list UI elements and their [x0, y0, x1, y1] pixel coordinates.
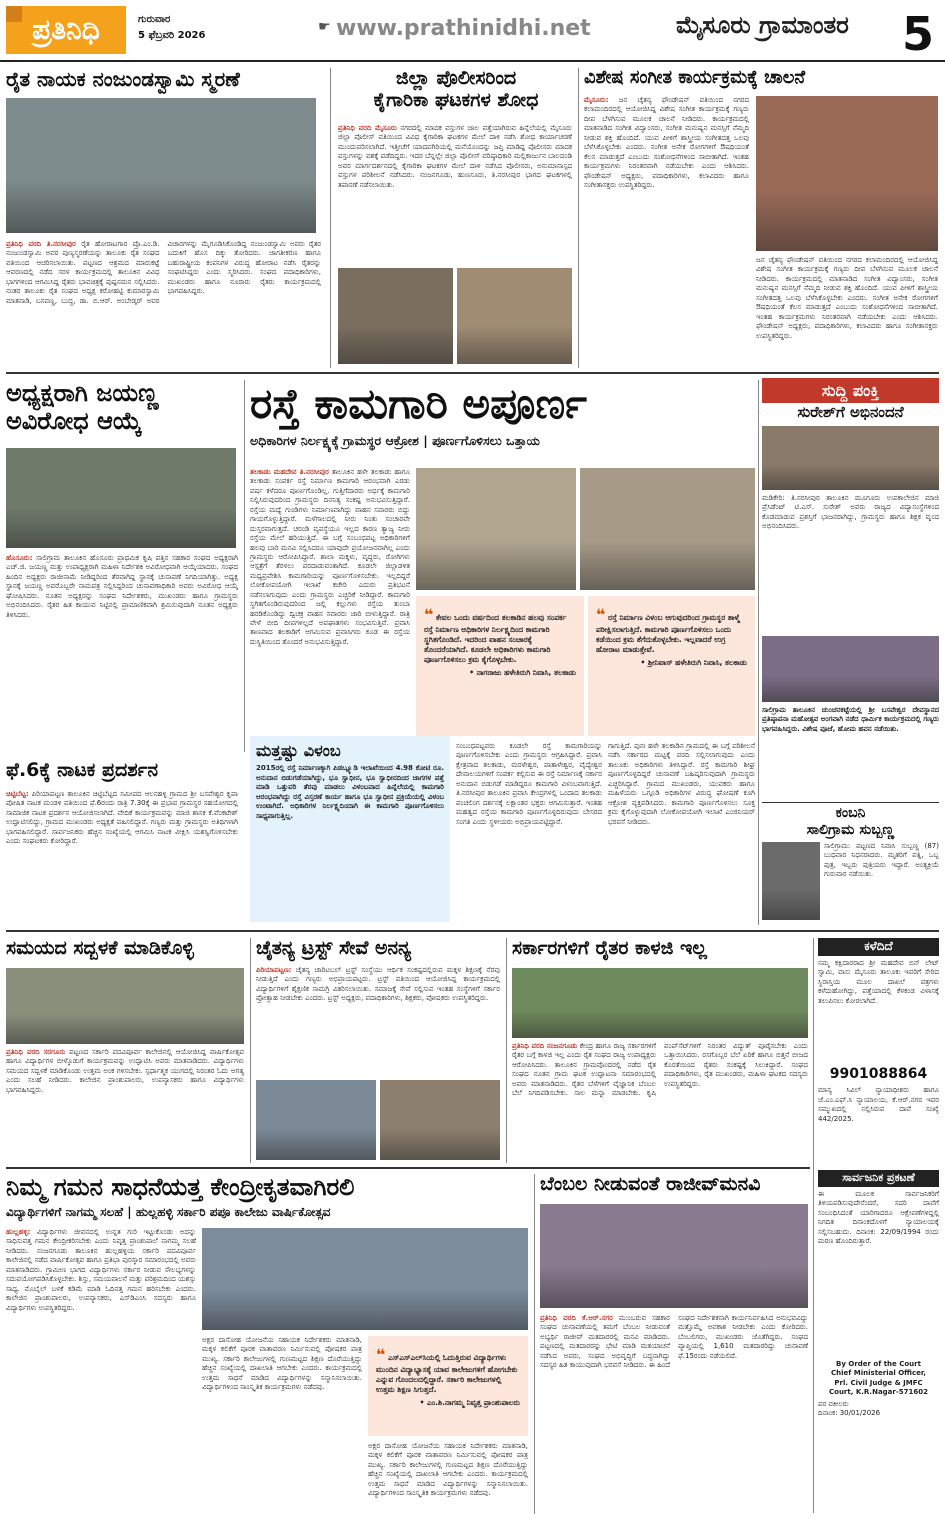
story-farmers-concern	[512, 938, 810, 1163]
box-headline: ಮತ್ತಷ್ಟು ವಿಳಂಬ	[256, 741, 341, 760]
byline: ಪ್ರತಿನಿಧಿ ವರದಿ ಮೈಸೂರು	[338, 124, 397, 132]
public-notice-body: ಈ ಮೂಲಕ ಸಾರ್ವಜನಿಕರಿಗೆ ತಿಳಿಯಪಡಿಸುವುದೇನೆಂದರೆ, ಸದರಿ ದಾವೆಗೆ ಸಂಬಂಧಿಸಿದಂತೆ ಯಾರಿಗಾದರೂ ಆಕ್ಷೇಪಣೆಗಳಿದ್ದಲ್ಲಿ ನಿಗದಿತ ದಿನಾಂಕದೊಳಗೆ ನ್ಯಾಯಾಲಯಕ್ಕೆ ಸಲ್ಲಿಸಬಹುದು. ದಿನಾಂಕ: 22/09/1994 ರಂದು ಮರಣ ಹೊಂದಿರುತ್ತಾರೆ.	[818, 1189, 939, 1246]
headline: ಸಮಯದ ಸದ್ಬಳಕೆ ಮಾಡಿಕೊಳ್ಳಿ	[6, 938, 194, 959]
notice-date: ದಿನಾಂಕ: 30/01/2026	[818, 1409, 881, 1418]
story-body	[584, 96, 749, 364]
story-chaitanya-trust	[256, 938, 502, 1163]
story-text: ಕೇಂದ್ರ ಹಾಗೂ ರಾಜ್ಯ ಸರ್ಕಾರಗಳಿಗೆ ರೈತರ ಬಗ್ಗೆ ಕಾಳಜಿ ಇಲ್ಲ ಎಂದು ರೈತ ಸಂಘದ ರಾಜ್ಯ ಉಪಾಧ್ಯಕ್ಷರು ಆರೋಪಿಸಿದರು. ತಾಲೂಕಿನ ಗ್ರಾಮವೊಂದರಲ್ಲಿ ನಡೆದ ರೈತ ಸಂಘದ ನೂತನ ಗ್ರಾಮ ಘಟಕ ಉದ್ಘಾಟನಾ ಸಮಾರಂಭದಲ್ಲಿ ಅವರು ಮಾತನಾಡಿದರು. ರೈತರ ಬೆಳೆಗಳಿಗೆ ವೈಜ್ಞಾನಿಕ ಬೆಂಬಲ ಬೆಲೆ ನಿಗದಿಪಡಿಸಬೇಕು. ಸಾಲ ಮನ್ನಾ ಮಾಡಬೇಕು. ಕೃಷಿ ಪಂಪ್‌ಸೆಟ್‌ಗಳಿಗೆ ನಿರಂತರ ವಿದ್ಯುತ್ ಪೂರೈಸಬೇಕು ಎಂದು ಒತ್ತಾಯಿಸಿದರು. ರಸಗೊಬ್ಬರ ಬೆಲೆ ಏರಿಕೆ ಹಾಗೂ ಬಿತ್ತನೆ ಬೀಜದ ಕೊರತೆಯಿಂದ ರೈತರು ಸಂಕಷ್ಟಕ್ಕೆ ಸಿಲುಕಿದ್ದಾರೆ. ಸಂಘದ ಪದಾಧಿಕಾರಿಗಳು, ರೈತ ಮುಖಂಡರು, ಮಹಿಳಾ ಘಟಕದ ಸದಸ್ಯರು ಉಪಸ್ಥಿತರಿದ್ದರು.	[512, 1042, 808, 1098]
photo-felicitation	[762, 426, 939, 490]
story-body	[6, 240, 321, 365]
story-body-cont: ಜನ ಚೈತನ್ಯ ಫೌಂಡೇಷನ್ ವತಿಯಿಂದ ನಗರದ ಕಲಾಮಂದಿರದಲ್ಲಿ ಆಯೋಜಿಸಿದ್ದ ವಿಶೇಷ ಸಂಗೀತ ಕಾರ್ಯಕ್ರಮಕ್ಕೆ ಗಣ್ಯರು ದೀಪ ಬೆಳಗಿಸುವ ಮೂಲಕ ಚಾಲನೆ ನೀಡಿದರು. ಕಾರ್ಯಕ್ರಮದಲ್ಲಿ ಮಾತನಾಡಿದ ಸಂಗೀತ ವಿದ್ವಾಂಸರು, ಸಂಗೀತ ಮನುಷ್ಯನ ಮನಸ್ಸಿಗೆ ನೆಮ್ಮದಿ ನೀಡುವ ಶಕ್ತಿ ಹೊಂದಿದೆ. ಯುವ ಪೀಳಿಗೆ ಶಾಸ್ತ್ರೀಯ ಸಂಗೀತದತ್ತ ಒಲವು ಬೆಳೆಸಿಕೊಳ್ಳಬೇಕು ಎಂದರು. ಸಂಗೀತ ಅನೇಕ ರೋಗಗಳಿಗೆ ಔಷಧಿಯಂತೆ ಕೆಲಸ ಮಾಡುತ್ತದೆ ಎಂಬುದು ಸಂಶೋಧನೆಗಳಿಂದ ಸಾಬೀತಾಗಿದೆ. ಇಂತಹ ಕಾರ್ಯಕ್ರಮಗಳು ನಿರಂತರವಾಗಿ ನಡೆಯಬೇಕು ಎಂದು ಆಶಿಸಿದರು. ಫೌಂಡೇಷನ್ ಅಧ್ಯಕ್ಷರು, ಪದಾಧಿಕಾರಿಗಳು, ಕಲಾವಿದರು ಹಾಗೂ ಸಂಗೀತಾಸಕ್ತರು ಉಪಸ್ಥಿತರಿದ್ದರು.	[756, 256, 938, 340]
story-time-management	[6, 938, 246, 1163]
story-body	[6, 554, 238, 749]
byline: ತಲಕಾಡು ಮಹದೇವ ತಿ.ನರಸೀಪುರ	[250, 468, 329, 476]
quote-box-3	[368, 1336, 528, 1436]
advocate-line: ಪರ ವಕೀಲರು	[818, 1399, 849, 1408]
headline: ರೈತ ನಾಯಕ ನಂಜುಂಡಸ್ವಾಮಿ ಸ್ಮರಣೆ	[6, 68, 240, 91]
column-divider	[506, 938, 507, 1163]
column-divider	[758, 380, 759, 925]
court-signoff-2: Chief Ministerial Officer,	[831, 1369, 926, 1378]
sidebar-section-label: ಸುದ್ದಿ ಪಂಕ್ತಿ	[762, 378, 939, 403]
story-body	[6, 790, 238, 924]
byline: ಪ್ರತಿನಿಧಿ ವರದಿ ತಿ.ನರಸೀಪುರ	[6, 240, 76, 248]
subheadline: ವಿದ್ಯಾರ್ಥಿಗಳಿಗೆ ನಾಗಮ್ಮ ಸಲಹೆ | ಹುಲ್ಲಹಳ್ಳಿ ಸರ್ಕಾರಿ ಪಪೂ ಕಾಲೇಜು ವಾರ್ಷಿಕೋತ್ಸವ	[6, 1204, 331, 1219]
photo-temple-event	[762, 636, 939, 702]
photo-trust-event-2	[380, 1080, 500, 1160]
byline: ಹೊಸೂರು:	[6, 554, 33, 562]
headline-line1: ಜಿಲ್ಲಾ ಪೊಲೀಸರಿಂದ	[395, 68, 517, 89]
story-body	[6, 1048, 244, 1160]
logo-corner-icon	[6, 6, 22, 22]
story-text: ಸಾಲಿಗ್ರಾಮ ತಾಲೂಕಿನ ಹೊಸೂರು ಪ್ರಾಥಮಿಕ ಕೃಷಿ ಪತ್ತಿನ ಸಹಕಾರ ಸಂಘದ ಅಧ್ಯಕ್ಷರಾಗಿ ಎಚ್.ಜಿ. ಜಯಣ್ಣ ಮತ್ತು ಉಪಾಧ್ಯಕ್ಷರಾಗಿ ಮಹಿಳಾ ನಿರ್ದೇಶಕಿ ಅವಿರೋಧವಾಗಿ ಆಯ್ಕೆಯಾದರು. ಸಂಘದ ಹಿಂದಿನ ಅಧ್ಯಕ್ಷರು ರಾಜೀನಾಮೆ ನೀಡಿದ್ದರಿಂದ ತೆರವಾಗಿದ್ದ ಸ್ಥಾನಕ್ಕೆ ಚುನಾವಣೆ ನಿಗದಿಯಾಗಿತ್ತು. ಅಧ್ಯಕ್ಷ ಸ್ಥಾನಕ್ಕೆ ಜಯಣ್ಣ ಅವರೊಬ್ಬರೇ ನಾಮಪತ್ರ ಸಲ್ಲಿಸಿದ್ದರಿಂದ ಚುನಾವಣಾಧಿಕಾರಿ ಅವರು ಅವಿರೋಧ ಆಯ್ಕೆ ಘೋಷಿಸಿದರು. ನೂತನ ಅಧ್ಯಕ್ಷರನ್ನು ಸಂಘದ ನಿರ್ದೇಶಕರು, ಮುಖಂಡರು ಹಾಗೂ ಗ್ರಾಮಸ್ಥರು ಅಭಿನಂದಿಸಿದರು. ರೈತರ ಹಿತ ಕಾಯುವ ನಿಟ್ಟಿನಲ್ಲಿ ಪ್ರಾಮಾಣಿಕವಾಗಿ ಶ್ರಮಿಸುವುದಾಗಿ ನೂತನ ಅಧ್ಯಕ್ಷರು ತಿಳಿಸಿದರು.	[6, 554, 238, 619]
headline: ಫೆ.6ಕ್ಕೆ ನಾಟಕ ಪ್ರದರ್ಶನ	[6, 760, 159, 781]
byline: ಪ್ರತಿನಿಧಿ ವರದಿ ಕೆ.ಆರ್.ನಗರ	[540, 1314, 613, 1322]
column-divider	[330, 68, 331, 368]
story-text: ಪಟ್ಟಣದ ಸರ್ಕಾರಿ ಪದವಿಪೂರ್ವ ಕಾಲೇಜಿನಲ್ಲಿ ಆಯೋಜಿಸಿದ್ದ ವಾರ್ಷಿಕೋತ್ಸವ ಹಾಗೂ ವಿದ್ಯಾರ್ಥಿಗಳ ಬೀಳ್ಕೊಡುಗೆ ಕಾರ್ಯಕ್ರಮವನ್ನು ಉದ್ಘಾಟಿಸಿ ಅವರು ಮಾತನಾಡಿದರು. ವಿದ್ಯಾರ್ಥಿಗಳು ಸಮಯದ ಸದ್ಬಳಕೆ ಮಾಡಿಕೊಂಡು ಉತ್ತಮ ಅಂಕ ಗಳಿಸಬೇಕು. ಸ್ಪರ್ಧಾತ್ಮಕ ಯುಗದಲ್ಲಿ ನಿರಂತರ ಓದು ಅಗತ್ಯ ಎಂದು ಸಲಹೆ ನೀಡಿದರು. ಕಾಲೇಜಿನ ಪ್ರಾಂಶುಪಾಲರು, ಉಪನ್ಯಾಸಕರು ಹಾಗೂ ವಿದ್ಯಾರ್ಥಿಗಳು ಭಾಗವಹಿಸಿದ್ದರು.	[6, 1048, 244, 1094]
column-divider	[578, 68, 579, 368]
story-text: ತಾಲೂಕಿನ ಹಳೇ ತಲಕಾಡು ಹಾಗೂ ತಲಕಾಡು ಸಂಪರ್ಕ ರಸ್ತೆ ನಿರ್ಮಾಣ ಕಾಮಗಾರಿ ಆರಂಭವಾಗಿ ಎರಡು ವರ್ಷ ಕಳೆದರೂ ಪೂರ್ಣಗೊಂಡಿಲ್ಲ. ಗುತ್ತಿಗೆದಾರರು ಅರ್ಧಕ್ಕೆ ಕಾಮಗಾರಿ ನಿಲ್ಲಿಸಿರುವುದರಿಂದ ಗ್ರಾಮಸ್ಥರು ದಿನನಿತ್ಯ ಸಂಕಷ್ಟ ಅನುಭವಿಸುತ್ತಿದ್ದಾರೆ. ರಸ್ತೆಯ ಮಧ್ಯೆ ಗುಂಡಿಗಳು ನಿರ್ಮಾಣವಾಗಿದ್ದು ವಾಹನ ಸವಾರರು ಬಿದ್ದು ಗಾಯಗೊಳ್ಳುತ್ತಿದ್ದಾರೆ. ಮಳೆಗಾಲದಲ್ಲಿ ನೀರು ನಿಂತು ಸಂಚಾರವೇ ದುಸ್ತರವಾಗುತ್ತದೆ. ಚರಂಡಿ ವ್ಯವಸ್ಥೆಯೂ ಇಲ್ಲದ ಕಾರಣ ತ್ಯಾಜ್ಯ ನೀರು ರಸ್ತೆಯ ಮೇಲೆ ಹರಿಯುತ್ತಿದೆ. ಈ ಬಗ್ಗೆ ಸಂಬಂಧಪಟ್ಟ ಅಧಿಕಾರಿಗಳಿಗೆ ಹಲವು ಬಾರಿ ಮನವಿ ಸಲ್ಲಿಸಿದರೂ ಯಾವುದೇ ಪ್ರಯೋಜನವಾಗಿಲ್ಲ ಎಂದು ಗ್ರಾಮಸ್ಥರು ಆರೋಪಿಸಿದ್ದಾರೆ. ಶಾಲಾ ಮಕ್ಕಳು, ವೃದ್ಧರು, ರೋಗಿಗಳು ಆಸ್ಪತ್ರೆಗೆ ತೆರಳಲು ಪರದಾಡುವಂತಾಗಿದೆ. ಕೂಡಲೇ ಜಿಲ್ಲಾಡಳಿತ ಮಧ್ಯಪ್ರವೇಶಿಸಿ ಕಾಮಗಾರಿಯನ್ನು ಪೂರ್ಣಗೊಳಿಸಬೇಕು. ಇಲ್ಲದಿದ್ದರೆ ಲೋಕೋಪಯೋಗಿ ಇಲಾಖೆ ಕಚೇರಿ ಎದುರು ಪ್ರತಿಭಟನೆ ನಡೆಸಲಾಗುವುದು ಎಂದು ಗ್ರಾಮಸ್ಥರು ಎಚ್ಚರಿಕೆ ನೀಡಿದ್ದಾರೆ. ಕಾಮಗಾರಿ ಸ್ಥಗಿತಗೊಂಡಿರುವುದರಿಂದ ಜಲ್ಲಿ ಕಲ್ಲುಗಳು ರಸ್ತೆಯ ತುಂಬಾ ಹರಡಿಕೊಂಡಿದ್ದು ದ್ವಿಚಕ್ರ ವಾಹನ ಸವಾರರು ಜಾರಿ ಬೀಳುತ್ತಿದ್ದಾರೆ. ರಾತ್ರಿ ವೇಳೆ ಬೀದಿ ದೀಪಗಳಿಲ್ಲದೆ ಅಪಘಾತಗಳು ಸಂಭವಿಸುತ್ತಿವೆ. ಪ್ರವಾಸಿ ತಾಣವಾದ ತಲಕಾಡಿಗೆ ಆಗಮಿಸುವ ಪ್ರವಾಸಿಗರು ಕೂಡ ಈ ರಸ್ತೆಯ ದುಸ್ಥಿತಿಯಿಂದ ತೊಂದರೆ ಅನುಭವಿಸುತ್ತಿದ್ದಾರೆ.	[250, 468, 410, 646]
photo-campaign	[540, 1204, 808, 1308]
headline: ವಿಶೇಷ ಸಂಗೀತ ಕಾರ್ಯಕ್ರಮಕ್ಕೆ ಚಾಲನೆ	[584, 68, 806, 88]
byline: ಚಿಟ್ಟಿಬೆಟ್ಟ:	[6, 790, 29, 798]
story-body	[256, 966, 500, 1078]
headline-line2: ಕೈಗಾರಿಕಾ ಘಟಕಗಳ ಶೋಧ	[373, 88, 539, 111]
story-body-col3: ಅಕ್ಷರ ದಾಸೋಹ ಯೋಜನೆಯ ಸಹಾಯಕ ನಿರ್ದೇಶಕರು ಮಾತನಾಡಿ, ಮಕ್ಕಳ ಕಲಿಕೆಗೆ ಪೂರಕ ವಾತಾವರಣ ನಿರ್ಮಿಸುವಲ್ಲಿ ಪೋಷಕರ ಪಾತ್ರ ಮುಖ್ಯ. ಸರ್ಕಾರಿ ಕಾಲೇಜುಗಳಲ್ಲಿ ಗುಣಮಟ್ಟದ ಶಿಕ್ಷಣ ದೊರೆಯುತ್ತಿದ್ದು ಹೆಚ್ಚಿನ ಸಂಖ್ಯೆಯಲ್ಲಿ ದಾಖಲಾತಿ ಆಗಬೇಕು ಎಂದರು. ಕಾರ್ಯಕ್ರಮದಲ್ಲಿ ಉತ್ತಮ ಸಾಧನೆ ಮಾಡಿದ ವಿದ್ಯಾರ್ಥಿಗಳನ್ನು ಸನ್ಮಾನಿಸಲಾಯಿತು. ವಿದ್ಯಾರ್ಥಿಗಳಿಂದ ಸಾಂಸ್ಕೃತಿಕ ಕಾರ್ಯಕ್ರಮಗಳು ನಡೆದವು.	[368, 1442, 528, 1498]
photo-college-event	[6, 968, 244, 1044]
photo-music-stage	[756, 96, 938, 251]
quote-icon: ❝	[376, 1345, 386, 1364]
story-rajeev-appeal	[540, 1174, 810, 1514]
quote-box-1	[416, 596, 584, 736]
photo-farmers-meeting	[512, 968, 808, 1038]
photo-damaged-road	[580, 468, 755, 590]
byline: ಪಿರಿಯಾಪಟ್ಟಣ:	[256, 966, 292, 974]
photo-police-inspection	[338, 268, 453, 364]
issue-date	[138, 12, 205, 44]
public-notice-title: ಸಾರ್ವಜನಿಕ ಪ್ರಕಟಣೆ	[818, 1170, 939, 1187]
story-text: ಮುಂಬರುವ ಸಹಕಾರ ಸಂಘದ ಚುನಾವಣೆಯಲ್ಲಿ ತಮಗೆ ಬೆಂಬಲ ನೀಡುವಂತೆ ಅಭ್ಯರ್ಥಿ ರಾಜೀವ್ ಮತದಾರರಲ್ಲಿ ಮನವಿ ಮಾಡಿದರು. ಪಟ್ಟಣದಲ್ಲಿ ಮತದಾರರನ್ನು ಭೇಟಿ ಮಾಡಿ ಮತಯಾಚನೆ ನಡೆಸಿದ ಅವರು, ಸಂಘದ ಅಭಿವೃದ್ಧಿಗೆ ಬದ್ಧನಾಗಿದ್ದು ಸದಸ್ಯರ ಹಿತ ಕಾಯುವುದಾಗಿ ಭರವಸೆ ನೀಡಿದರು. ಈ ಹಿಂದೆ ಸಂಘದ ನಿರ್ದೇಶಕನಾಗಿ ಕಾರ್ಯನಿರ್ವಹಿಸಿದ ಅನುಭವವಿದ್ದು ಮತ್ತೊಮ್ಮೆ ಅವಕಾಶ ನೀಡಬೇಕು ಎಂದು ಕೋರಿದರು. ಬೆಂಬಲಿಗರು, ಮುಖಂಡರು ಜೊತೆಗಿದ್ದರು. ಸಂಘದ ವ್ಯಾಪ್ತಿಯಲ್ಲಿ 1,610 ಮತದಾರರಿದ್ದು ಚುನಾವಣೆ ಫೆ.15ರಂದು ನಡೆಯಲಿದೆ.	[540, 1314, 808, 1370]
story-text: ವಿದ್ಯಾರ್ಥಿಗಳು ಜೀವನದಲ್ಲಿ ಉನ್ನತ ಗುರಿ ಇಟ್ಟುಕೊಂಡು ಅದನ್ನು ಸಾಧಿಸುವತ್ತ ಗಮನ ಕೇಂದ್ರೀಕರಿಸಬೇಕು ಎಂದು ನಿವೃತ್ತ ಪ್ರಾಂಶುಪಾಲೆ ನಾಗಮ್ಮ ಸಲಹೆ ನೀಡಿದರು. ನಂಜನಗೂಡು ತಾಲೂಕಿನ ಹುಲ್ಲಹಳ್ಳಿಯ ಸರ್ಕಾರಿ ಪದವಿಪೂರ್ವ ಕಾಲೇಜಿನಲ್ಲಿ ನಡೆದ ವಾರ್ಷಿಕೋತ್ಸವ ಹಾಗೂ ಪ್ರತಿಭಾ ಪುರಸ್ಕಾರ ಸಮಾರಂಭದಲ್ಲಿ ಅವರು ಮಾತನಾಡಿದರು. ಗ್ರಾಮೀಣ ಭಾಗದ ವಿದ್ಯಾರ್ಥಿಗಳು ಸರ್ಕಾರ ನೀಡುವ ಸೌಲಭ್ಯಗಳನ್ನು ಸದುಪಯೋಗಪಡಿಸಿಕೊಳ್ಳಬೇಕು. ಶಿಸ್ತು, ಸಮಯಪಾಲನೆ ಮತ್ತು ಪರಿಶ್ರಮದಿಂದ ಯಶಸ್ಸು ಸಾಧ್ಯ. ಮೊಬೈಲ್ ಬಳಕೆ ಕಡಿಮೆ ಮಾಡಿ ಓದಿನತ್ತ ಗಮನ ಹರಿಸಬೇಕು ಎಂದರು. ಕಾಲೇಜಿನ ಪ್ರಾಂಶುಪಾಲರು, ಉಪನ್ಯಾಸಕರು, ಎಸ್‌ಡಿಎಂಸಿ ಸದಸ್ಯರು ಹಾಗೂ ವಿದ್ಯಾರ್ಥಿಗಳು ಉಪಸ್ಥಿತರಿದ್ದರು.	[6, 1228, 196, 1312]
headline: ಬೆಂಬಲ ನೀಡುವಂತೆ ರಾಜೀವ್‌ಮನವಿ	[540, 1174, 761, 1195]
headline: ರಸ್ತೆ ಕಾಮಗಾರಿ ಅಪೂರ್ಣ	[250, 380, 587, 428]
quote-text: ಎಸ್‌ಎಸ್‌ಎಲ್‌ಸಿಯಲ್ಲಿ ಓದುತ್ತಿರುವ ವಿದ್ಯಾರ್ಥಿಗಳು ಮುಂದಿನ ವಿದ್ಯಾಭ್ಯಾಸಕ್ಕೆ ಯಾವ ಕಾಲೇಜುಗಳಿಗೆ ಹೋಗಬೇಕು ಎನ್ನುವ ಗೊಂದಲದಲ್ಲಿದ್ದಾರೆ. ಸರ್ಕಾರಿ ಕಾಲೇಜುಗಳಲ್ಲಿ ಉತ್ತಮ ಶಿಕ್ಷಣ ಸಿಗುತ್ತದೆ.	[376, 1353, 518, 1394]
column-divider	[813, 938, 814, 1513]
section-divider	[6, 372, 939, 374]
story-farmer-leader	[6, 68, 326, 368]
photo-farmers-gathering	[6, 98, 316, 233]
headline: ನಿಮ್ಮ ಗಮನ ಸಾಧನೆಯತ್ತ ಕೇಂದ್ರೀಕೃತವಾಗಿರಲಿ	[6, 1174, 355, 1201]
sidebar-headline: ಸುರೇಶ್‌ಗೆ ಅಭಿನಂದನೆ	[797, 404, 904, 421]
story-text: ಚೈತನ್ಯ ಚಾರಿಟಬಲ್ ಟ್ರಸ್ಟ್ ಸಂಸ್ಥೆಯು ಆರ್ಥಿಕ ಸಂಕಷ್ಟದಲ್ಲಿರುವ ಮಕ್ಕಳ ಶಿಕ್ಷಣಕ್ಕೆ ನೆರವು ನೀಡುತ್ತಿದೆ ಎಂದು ಗಣ್ಯರು ಅಭಿಪ್ರಾಯಪಟ್ಟರು. ಟ್ರಸ್ಟ್ ವತಿಯಿಂದ ಆಯೋಜಿಸಿದ್ದ ಕಾರ್ಯಕ್ರಮದಲ್ಲಿ ವಿದ್ಯಾರ್ಥಿಗಳಿಗೆ ಶೈಕ್ಷಣಿಕ ಸಾಮಗ್ರಿ ವಿತರಿಸಲಾಯಿತು. ಸಮಾಜಕ್ಕೆ ಸೇವೆ ಸಲ್ಲಿಸುವ ಇಂತಹ ಸಂಸ್ಥೆಗಳಿಗೆ ಸರ್ಕಾರ ಪ್ರೋತ್ಸಾಹ ನೀಡಬೇಕು ಎಂದರು. ಟ್ರಸ್ಟ್ ಅಧ್ಯಕ್ಷರು, ಪದಾಧಿಕಾರಿಗಳು, ಶಿಕ್ಷಕರು, ಪೋಷಕರು ಉಪಸ್ಥಿತರಿದ್ದರು.	[256, 966, 500, 1003]
section-divider	[6, 1167, 810, 1169]
photo-election-group	[6, 448, 236, 548]
story-text: ರೈತ ಹೋರಾಟಗಾರ ಪ್ರೊ.ಎಂ.ಡಿ. ನಂಜುಂಡಸ್ವಾಮಿ ಅವರ ಪುಣ್ಯಸ್ಮರಣೆಯನ್ನು ತಾಲೂಕು ರೈತ ಸಂಘದ ವತಿಯಿಂದ ಆಚರಿಸಲಾಯಿತು. ಪಟ್ಟಣದ ಆಶ್ರಮದ ಮಾರುಕಟ್ಟೆ ಆವರಣದಲ್ಲಿ ನಡೆದ ಸರಳ ಕಾರ್ಯಕ್ರಮದಲ್ಲಿ ತಾಲೂಕಿನ ವಿವಿಧ ಭಾಗಗಳಿಂದ ಆಗಮಿಸಿದ್ದ ರೈತರು ಭಾವಚಿತ್ರಕ್ಕೆ ಪುಷ್ಪನಮನ ಸಲ್ಲಿಸಿದರು. ನಂತರ ತಾಲೂಕು ರೈತ ಸಂಘದ ಅಧ್ಯಕ್ಷ ಕರೋಹಟ್ಟಿ ಕುಮಾರಸ್ವಾಮಿ ಮಾತನಾಡಿ, ಬಸವಣ್ಣ, ಬುದ್ಧ, ಡಾ. ಬಿ.ಆರ್. ಅಂಬೇಡ್ಕರ್ ಅವರ ವಿಚಾರಗಳನ್ನು ಮೈಗೂಡಿಸಿಕೊಂಡಿದ್ದ ನಂಜುಂಡಸ್ವಾಮಿ ಅವರು ರೈತರ ಬದುಕಿಗೆ ಹೊಸ ದಿಕ್ಕು ತೋರಿದರು. ಜಾಗತೀಕರಣ ಹಾಗೂ ಬಹುರಾಷ್ಟ್ರೀಯ ಕಂಪನಿಗಳ ವಿರುದ್ಧ ಹೋರಾಟ ನಡೆಸಿ ರೈತರನ್ನು ಸಂಘಟಿಸಿದ್ದರು ಎಂದು ಸ್ಮರಿಸಿದರು. ಸಂಘದ ಪದಾಧಿಕಾರಿಗಳು, ಮುಖಂಡರು ಹಾಗೂ ನೂರಾರು ರೈತರು ಕಾರ್ಯಕ್ರಮದಲ್ಲಿ ಭಾಗವಹಿಸಿದ್ದರು.	[6, 240, 321, 305]
obituary-name: ಸಾಲಿಗ್ರಾಮ ಸುಬ್ಬಣ್ಣ	[806, 822, 895, 838]
quote-author: • ಶ್ರೀನಿವಾಸ್ ಹಳೇತಿರುಗಿ ನಿವಾಸಿ, ತಲಕಾಡು	[640, 657, 747, 667]
classified-phone[interactable]: 9901088864	[829, 1065, 928, 1082]
masthead	[0, 0, 945, 62]
court-signoff-3: Prl. Civil Judge & JMFC	[834, 1378, 923, 1387]
page-number: 5	[902, 7, 935, 61]
byline: ಮೈಸೂರು:	[584, 96, 609, 104]
column-divider	[244, 380, 245, 752]
story-body	[250, 468, 410, 730]
story-body	[540, 1314, 808, 1510]
story-body-col3: ಗಾಗುತ್ತಿದೆ. ಪುನಃ ಹಳೇ ತಲಕಾಡಿನ ಗ್ರಾಮದಲ್ಲಿ ಈ ಬಗ್ಗೆ ಪರಿಶೀಲನೆ ನಡೆಸಿ ಸರ್ಕಾರದ ಮಟ್ಟಕ್ಕೆ ವರದಿ ಸಲ್ಲಿಸಲಾಗುವುದು ಎಂದು ತಾಲೂಕು ಅಧಿಕಾರಿಗಳು ತಿಳಿಸಿದ್ದಾರೆ. ರಸ್ತೆ ಕಾಮಗಾರಿ ಶೀಘ್ರ ಪೂರ್ಣಗೊಳ್ಳದಿದ್ದರೆ ಚುನಾವಣೆ ಬಹಿಷ್ಕರಿಸುವುದಾಗಿ ಗ್ರಾಮಸ್ಥರು ಎಚ್ಚರಿಸಿದ್ದಾರೆ. ಗ್ರಾಮದ ಮುಖಂಡರು, ಯುವಕರು ಹಾಗೂ ಮಹಿಳೆಯರು ಒಗ್ಗೂಡಿ ಅಧಿಕಾರಿಗಳ ವಿರುದ್ಧ ಘೋಷಣೆ ಕೂಗಿ ಆಕ್ರೋಶ ವ್ಯಕ್ತಪಡಿಸಿದರು. ಕಾಮಗಾರಿ ಪೂರ್ಣಗೊಳಿಸಲು ಸೂಕ್ತ ಕ್ರಮ ಕೈಗೊಳ್ಳುವುದಾಗಿ ಲೋಕೋಪಯೋಗಿ ಇಲಾಖೆ ಎಂಜಿನಿಯರ್ ಭರವಸೆ ನೀಡಿದರು.	[608, 742, 755, 826]
classified-body: ನಮ್ಮ ಕಕ್ಷಿದಾರರಾದ ಶ್ರೀ ಮಹದೇವ ಬಿನ್ ಲೇಟ್ ಸ್ವಾಮಿ, ವಾಸ: ಮೈಸೂರು ತಾಲೂಕು ಇವರಿಗೆ ಸೇರಿದ ಸ್ಥಿರಾಸ್ತಿಯ ಮೂಲ ದಾಖಲೆ ಪತ್ರಗಳು ಕಳೆದುಹೋಗಿದ್ದು, ಪತ್ತೆಯಾದಲ್ಲಿ ಕೆಳಕಂಡ ವಿಳಾಸಕ್ಕೆ ತಲುಪಿಸಲು ಕೋರಲಾಗಿದೆ.	[818, 958, 939, 1005]
photo-villagers-protest	[416, 468, 576, 590]
photo-factory-unit	[457, 268, 572, 364]
quote-icon: ❝	[596, 605, 606, 624]
subheadline: ಅಧಿಕಾರಿಗಳ ನಿರ್ಲಕ್ಷ್ಯಕ್ಕೆ ಗ್ರಾಮಸ್ಥರ ಆಕ್ರೋಶ | ಪೂರ್ಣಗೊಳಿಸಲು ಒತ್ತಾಯ	[250, 433, 540, 449]
logo-text: ಪ್ರತಿನಿಧಿ	[32, 12, 100, 46]
headline: ಸರ್ಕಾರಗಳಿಗೆ ರೈತರ ಕಾಳಜಿ ಇಲ್ಲ	[512, 938, 707, 959]
photo-trust-event-1	[256, 1080, 376, 1160]
issue-full-date: 5 ಫೆಬ್ರವರಿ 2026	[138, 30, 206, 41]
quote-text: ಕೇವಲ ಒಂದು ವರ್ಷದಿಂದ ತಲಕಾಡಿನ ಹಲವು ಸಂಪರ್ಕ ರಸ್ತೆ ನಿರ್ಮಾಣ ಅಧಿಕಾರಿಗಳ ನಿರ್ಲಕ್ಷ್ಯದಿಂದ ಕಾಮಗಾರಿ ಸ್ಥಗಿತಗೊಂಡಿದೆ. ಇದರಿಂದ ವಾಹನ ಸಂಚಾರಕ್ಕೆ ತೊಂದರೆಯಾಗಿದೆ. ಕೂಡಲೇ ಅಧಿಕಾರಿಗಳು ಕಾಮಗಾರಿ ಪೂರ್ಣಗೊಳಿಸಲು ಕ್ರಮ ಕೈಗೊಳ್ಳಬೇಕು.	[424, 613, 567, 664]
headline: ಚೈತನ್ಯ ಟ್ರಸ್ಟ್ ಸೇವೆ ಅನನ್ಯ	[256, 938, 412, 959]
story-focus-achievement	[6, 1174, 528, 1514]
column-divider	[250, 938, 251, 1163]
section-divider	[6, 930, 939, 932]
quote-text: ರಸ್ತೆ ನಿರ್ಮಾಣ ವಿಳಂಬ ಆಗುವುದರಿಂದ ಗ್ರಾಮಸ್ಥರ ತಾಳ್ಮೆ ಪರೀಕ್ಷಿಸಲಾಗುತ್ತಿದೆ. ಕಾಮಗಾರಿ ಪೂರ್ಣಗೊಳಿಸಲು ಒಂದು ಕಡೆಯಿಂದ ಕ್ರಮ ತೆಗೆದುಕೊಳ್ಳಬೇಕು. ಇಲ್ಲವಾದರೆ ಉಗ್ರ ಹೋರಾಟ ಮಾಡುತ್ತೇವೆ.	[596, 613, 740, 654]
edition-name: ಮೈಸೂರು ಗ್ರಾಮಾಂತರ	[676, 11, 849, 39]
story-text: ಜನ ಚೈತನ್ಯ ಫೌಂಡೇಷನ್ ವತಿಯಿಂದ ನಗರದ ಕಲಾಮಂದಿರದಲ್ಲಿ ಆಯೋಜಿಸಿದ್ದ ವಿಶೇಷ ಸಂಗೀತ ಕಾರ್ಯಕ್ರಮಕ್ಕೆ ಗಣ್ಯರು ದೀಪ ಬೆಳಗಿಸುವ ಮೂಲಕ ಚಾಲನೆ ನೀಡಿದರು. ಕಾರ್ಯಕ್ರಮದಲ್ಲಿ ಮಾತನಾಡಿದ ಸಂಗೀತ ವಿದ್ವಾಂಸರು, ಸಂಗೀತ ಮನುಷ್ಯನ ಮನಸ್ಸಿಗೆ ನೆಮ್ಮದಿ ನೀಡುವ ಶಕ್ತಿ ಹೊಂದಿದೆ. ಯುವ ಪೀಳಿಗೆ ಶಾಸ್ತ್ರೀಯ ಸಂಗೀತದತ್ತ ಒಲವು ಬೆಳೆಸಿಕೊಳ್ಳಬೇಕು ಎಂದರು. ಸಂಗೀತ ಅನೇಕ ರೋಗಗಳಿಗೆ ಔಷಧಿಯಂತೆ ಕೆಲಸ ಮಾಡುತ್ತದೆ ಎಂಬುದು ಸಂಶೋಧನೆಗಳಿಂದ ಸಾಬೀತಾಗಿದೆ. ಇಂತಹ ಕಾರ್ಯಕ್ರಮಗಳು ನಿರಂತರವಾಗಿ ನಡೆಯಬೇಕು ಎಂದು ಆಶಿಸಿದರು. ಫೌಂಡೇಷನ್ ಅಧ್ಯಕ್ಷರು, ಪದಾಧಿಕಾರಿಗಳು, ಕಲಾವಿದರು ಹಾಗೂ ಸಂಗೀತಾಸಕ್ತರು ಉಪಸ್ಥಿತರಿದ್ದರು.	[584, 96, 749, 189]
headline-line1: ಅಧ್ಯಕ್ಷರಾಗಿ ಜಯಣ್ಣ	[6, 380, 159, 407]
byline: ಪ್ರತಿನಿಧಿ ವರದಿ ಸರಗೂರು	[6, 1048, 66, 1056]
story-police-search	[338, 68, 574, 368]
newspaper-logo[interactable]	[6, 6, 126, 54]
story-body	[6, 1228, 196, 1512]
issue-day: ಗುರುವಾರ	[138, 14, 171, 25]
court-notice-body: ಮಾನ್ಯ ಸಿವಿಲ್ ನ್ಯಾಯಾಧೀಶರು ಹಾಗೂ ಜೆ.ಎಂ.ಎಫ್.ಸಿ ನ್ಯಾಯಾಲಯ, ಕೆ.ಆರ್.ನಗರ ಇವರ ಸಮ್ಮುಖದಲ್ಲಿ ಸಲ್ಲಿಸಿರುವ ದಾವೆ ಸಂಖ್ಯೆ 442/2025.	[818, 1086, 939, 1123]
story-text: ಪಿರಿಯಾಪಟ್ಟಣ ತಾಲೂಕಿನ ಚಿಟ್ಟಿಬೆಟ್ಟದ ಸಮೀಪದ ಆಲನಹಳ್ಳಿ ಗ್ರಾಮದ ಶ್ರೀ ಬಸವೇಶ್ವರ ಕೃಪಾ ಪೋಷಿತ ನಾಟಕ ಮಂಡಳಿ ವತಿಯಿಂದ ಫೆ.6ರಂದು ರಾತ್ರಿ 7.30ಕ್ಕೆ ಈ ಪ್ರಭಾವ ಗ್ರಾಮಸ್ಥರ ಸಹಯೋಗದಲ್ಲಿ ಸಾಮಾಜಿಕ ನಾಟಕ ಪ್ರದರ್ಶನ ಆಯೋಜಿಸಲಾಗಿದೆ. ವೇದಿಕೆ ಕಾರ್ಯಕ್ರಮವನ್ನು ಮಾಜಿ ಶಾಸಕ ಕೆ.ವೆಂಕಟೇಶ್ ಉದ್ಘಾಟಿಸಲಿದ್ದು, ಗ್ರಾಮದ ಮುಖಂಡರು ಅಧ್ಯಕ್ಷತೆ ವಹಿಸಲಿದ್ದಾರೆ. ಗಣ್ಯರು ಮತ್ತು ಗ್ರಾಮಸ್ಥರು ಅತಿಥಿಗಳಾಗಿ ಭಾಗವಹಿಸಲಿದ್ದಾರೆ. ಸಾರ್ವಜನಿಕರು ಹೆಚ್ಚಿನ ಸಂಖ್ಯೆಯಲ್ಲಿ ಆಗಮಿಸಿ ನಾಟಕ ವೀಕ್ಷಿಸಿ ಯಶಸ್ವಿಗೊಳಿಸಬೇಕು ಎಂದು ಸಂಘಟಕರು ಕೋರಿದ್ದಾರೆ.	[6, 790, 239, 846]
story-body-col2: ಅಕ್ಷರ ದಾಸೋಹ ಯೋಜನೆಯ ಸಹಾಯಕ ನಿರ್ದೇಶಕರು ಮಾತನಾಡಿ, ಮಕ್ಕಳ ಕಲಿಕೆಗೆ ಪೂರಕ ವಾತಾವರಣ ನಿರ್ಮಿಸುವಲ್ಲಿ ಪೋಷಕರ ಪಾತ್ರ ಮುಖ್ಯ. ಸರ್ಕಾರಿ ಕಾಲೇಜುಗಳಲ್ಲಿ ಗುಣಮಟ್ಟದ ಶಿಕ್ಷಣ ದೊರೆಯುತ್ತಿದ್ದು ಹೆಚ್ಚಿನ ಸಂಖ್ಯೆಯಲ್ಲಿ ದಾಖಲಾತಿ ಆಗಬೇಕು ಎಂದರು. ಕಾರ್ಯಕ್ರಮದಲ್ಲಿ ಉತ್ತಮ ಸಾಧನೆ ಮಾಡಿದ ವಿದ್ಯಾರ್ಥಿಗಳನ್ನು ಸನ್ಮಾನಿಸಲಾಯಿತು. ವಿದ್ಯಾರ್ಥಿಗಳಿಂದ ಸಾಂಸ್ಕೃತಿಕ ಕಾರ್ಯಕ್ರಮಗಳು ನಡೆದವು.	[202, 1336, 362, 1392]
story-president-elected	[6, 380, 241, 752]
obituary-label: ಕಂಬನಿ	[762, 802, 939, 821]
classified-title: ಕಳೆದಿದೆ	[818, 938, 939, 956]
headline-line2: ಅವಿರೋಧ ಆಯ್ಕೆ	[6, 406, 142, 435]
story-body-col2: ಸಂಬಂಧಪಟ್ಟವರು ಕೂಡಲೇ ರಸ್ತೆ ಕಾಮಗಾರಿಯನ್ನು ಪೂರ್ಣಗೊಳಿಸಬೇಕು ಎಂದು ಗ್ರಾಮಸ್ಥರು ಆಗ್ರಹಿಸಿದ್ದಾರೆ. ಪ್ರವಾಸಿ ಕ್ಷೇತ್ರವಾದ ತಲಕಾಡು, ಮರಳೇಶ್ವರ, ಪಾತಾಳೇಶ್ವರ, ವೈದ್ಯೇಶ್ವರ ದೇವಾಲಯಗಳಿಗೆ ಸಂಪರ್ಕ ಕಲ್ಪಿಸುವ ಈ ರಸ್ತೆ ನಿರ್ಮಾಣಕ್ಕೆ ಸರ್ಕಾರ ಅನುದಾನ ಬಿಡುಗಡೆ ಮಾಡಿದ್ದರೂ ಕಾಮಗಾರಿ ವಿಳಂಬವಾಗುತ್ತಿದೆ. ತಿ.ನರಸೀಪುರ ತಾಲೂಕಿನ ಪ್ರವಾಸಿ ಕೇಂದ್ರಗಳಲ್ಲಿ ಒಂದಾದ ತಲಕಾಡು ಪಂಚಲಿಂಗ ದರ್ಶನಕ್ಕೆ ಲಕ್ಷಾಂತರ ಭಕ್ತರು ಆಗಮಿಸುತ್ತಾರೆ. ಇಂತಹ ಮಹತ್ವದ ರಸ್ತೆಯ ಕಾಮಗಾರಿ ಪೂರ್ಣಗೊಳ್ಳದಿರುವುದು ಬೇಸರದ ಸಂಗತಿ ಎಂದು ಸ್ಥಳೀಯರು ಅಭಿಪ್ರಾಯಪಟ್ಟಿದ್ದಾರೆ.	[456, 742, 602, 826]
story-music-program	[584, 68, 939, 368]
story-road-work	[250, 380, 755, 925]
pointer-icon: ☛	[318, 19, 331, 35]
byline: ಹುಲ್ಲಹಳ್ಳಿ:	[6, 1228, 31, 1236]
story-body	[512, 1042, 808, 1160]
column-divider	[534, 1174, 535, 1514]
classified-column	[818, 938, 939, 1513]
photo-obituary-portrait	[762, 842, 820, 920]
story-text: ನಗರದಲ್ಲಿ ಮಾದಕ ವಸ್ತುಗಳ ಜಾಲ ಪತ್ತೆಯಾಗಿರುವ ಹಿನ್ನೆಲೆಯಲ್ಲಿ ಮೈಸೂರು ಜಿಲ್ಲಾ ಪೊಲೀಸ್ ವತಿಯಿಂದ ವಿವಿಧ ಕೈಗಾರಿಕಾ ಘಟಕಗಳ ಮೇಲೆ ದಾಳಿ ನಡೆಸಿ ಶೋಧ ಕಾರ್ಯಾಚರಣೆ ಮುಂದುವರಿಸಲಾಗಿದೆ. ಇತ್ತೀಚೆಗೆ ಯಾದವಗಿರಿಯಲ್ಲಿ ಮನೆಯೊಂದನ್ನು ಜಪ್ತಿ ಮಾಡಿದ್ದ ಪೊಲೀಸರು ಮಾದಕ ವಸ್ತುಗಳನ್ನು ವಶಕ್ಕೆ ಪಡೆದಿದ್ದರು. ಇದರ ಬೆನ್ನಲ್ಲೇ ಜಿಲ್ಲಾ ಪೊಲೀಸ್ ವರಿಷ್ಠಾಧಿಕಾರಿ ಮಲ್ಲಿಕಾರ್ಜುನ ಬಾಲದಂಡಿ ಅವರ ಮಾರ್ಗದರ್ಶನದಲ್ಲಿ ಕೈಗಾರಿಕಾ ಘಟಕಗಳ ಮೇಲೆ ದಾಳಿ ನಡೆಸಿದ ಪೊಲೀಸರು, ಅನುಮಾನಾಸ್ಪದ ವಸ್ತುಗಳ ಪರಿಶೀಲನೆ ನಡೆಸಿದರು. ನಂಜನಗೂಡು, ಹುಣಸೂರು, ತಿ.ನರಸೀಪುರ ಭಾಗದ ಘಟಕಗಳಲ್ಲಿ ತಪಾಸಣೆ ನಡೆಸಲಾಯಿತು.	[338, 124, 572, 189]
story-drama	[6, 760, 241, 926]
photo-college-function	[202, 1228, 528, 1330]
website-link[interactable]: www.prathinidhi.net	[336, 16, 591, 41]
quote-box-2	[588, 596, 755, 736]
quote-author: • ಎಂ.ಶಿ.ನಾಗಮ್ಮ ನಿವೃತ್ತ ಪ್ರಾಂಶುಪಾಲರು	[419, 1397, 520, 1407]
box-further-delay	[250, 736, 450, 922]
story-body	[338, 124, 572, 264]
sidebar-body2: ಸಾಲಿಗ್ರಾಮ ತಾಲೂಕಿನ ಚುಂಚನಕಟ್ಟೆಯಲ್ಲಿ ಶ್ರೀ ಬಸವೇಶ್ವರ ದೇವಸ್ಥಾನದ ಪ್ರತಿಷ್ಠಾಪನಾ ಮಹೋತ್ಸವ ಅಂಗವಾಗಿ ನಡೆದ ಧಾರ್ಮಿಕ ಕಾರ್ಯಕ್ರಮದಲ್ಲಿ ಗಣ್ಯರು ಭಾಗವಹಿಸಿದ್ದರು. ವಿಶೇಷ ಪೂಜೆ, ಹೋಮ ಹವನ ನಡೆಯಿತು.	[762, 706, 939, 733]
byline: ಪ್ರತಿನಿಧಿ ವರದಿ ನಂಜನಗೂಡು	[512, 1042, 578, 1050]
sidebar-body: ಮಡಿಕೇರಿ: ತಿ.ನರಸೀಪುರ ತಾಲೂಕಿನ ಮೂಗೂರು ಉಪಕಾಲೇಜಿನ ಮಾಜಿ ಪ್ರೆಸಿಡೆಂಟ್ ಟಿ.ಎಸ್. ಸುರೇಶ್ ಅವರು ರಾಜ್ಯದ ವಿದ್ಯಾಸಂಸ್ಥೆಗಳಿಂದ ಕೊಡಮಾಡುವ ಪ್ರಶಸ್ತಿಗೆ ಭಾಜನರಾಗಿದ್ದು, ಗ್ರಾಮಸ್ಥರು ಹಾಗೂ ಶಿಕ್ಷಕ ವೃಂದ ಅಭಿನಂದಿಸಿದರು.	[762, 494, 939, 531]
obituary-body: ಸಾಲಿಗ್ರಾಮ: ಪಟ್ಟಣದ ನಿವಾಸಿ ಸುಬ್ಬಣ್ಣ (87) ಬುಧವಾರ ನಿಧನರಾದರು. ಮೃತರಿಗೆ ಪತ್ನಿ, ಒಬ್ಬ ಪುತ್ರ, ಇಬ್ಬರು ಪುತ್ರಿಯರು ಇದ್ದಾರೆ. ಅಂತ್ಯಕ್ರಿಯೆ ಗುರುವಾರ ನಡೆಯಿತು.	[824, 842, 939, 879]
quote-author: • ನಾಗರಾಜು ಹಳೇತಿರುಗಿ ನಿವಾಸಿ, ತಲಕಾಡು	[469, 667, 576, 677]
quote-icon: ❝	[424, 605, 434, 624]
sidebar-news	[762, 404, 939, 924]
box-body: 2015ರಲ್ಲಿ ರಸ್ತೆ ನಿರ್ಮಾಣಕ್ಕಾಗಿ ಪಿಡಬ್ಲ್ಯೂಡಿ ಇಲಾಖೆಯಿಂದ 4.98 ಕೋಟಿ ರೂ. ಅನುದಾನ ಬಿಡುಗಡೆಯಾಗಿದ್ದು, ಭೂ ಸ್ವಾಧೀನ, ಭೂ ಸ್ವಾಧೀನದಿಂದ ಜಾಗಗಳ ಪತ್ತೆ ಮಾಡಿ ಒತ್ತುವರಿ ತೆರವು ಮಾಡಲು ವಿಳಂಬವಾದ ಹಿನ್ನೆಲೆಯಲ್ಲಿ ಕಾಮಗಾರಿ ಆರಂಭವಾಗಿದ್ದು ರಸ್ತೆ ವಿಸ್ತರಣೆ ಕಾರ್ಯ ಹಾಗೂ ಭೂ ಸ್ವಾಧೀನ ಪ್ರಕ್ರಿಯೆಯಲ್ಲಿ ವಿಳಂಬ ಉಂಟಾಗಿದೆ. ಅಧಿಕಾರಿಗಳ ನಿರ್ಲಕ್ಷ್ಯದಿಂದಾಗಿ ಈ ಕಾಮಗಾರಿ ಪೂರ್ಣಗೊಳಿಸಲು ಸಾಧ್ಯವಾಗುತ್ತಿಲ್ಲ.	[256, 764, 444, 820]
court-signoff-4: Court, K.R.Nagar-571602	[829, 1388, 928, 1397]
court-signoff-1: By Order of the Court	[836, 1359, 921, 1368]
